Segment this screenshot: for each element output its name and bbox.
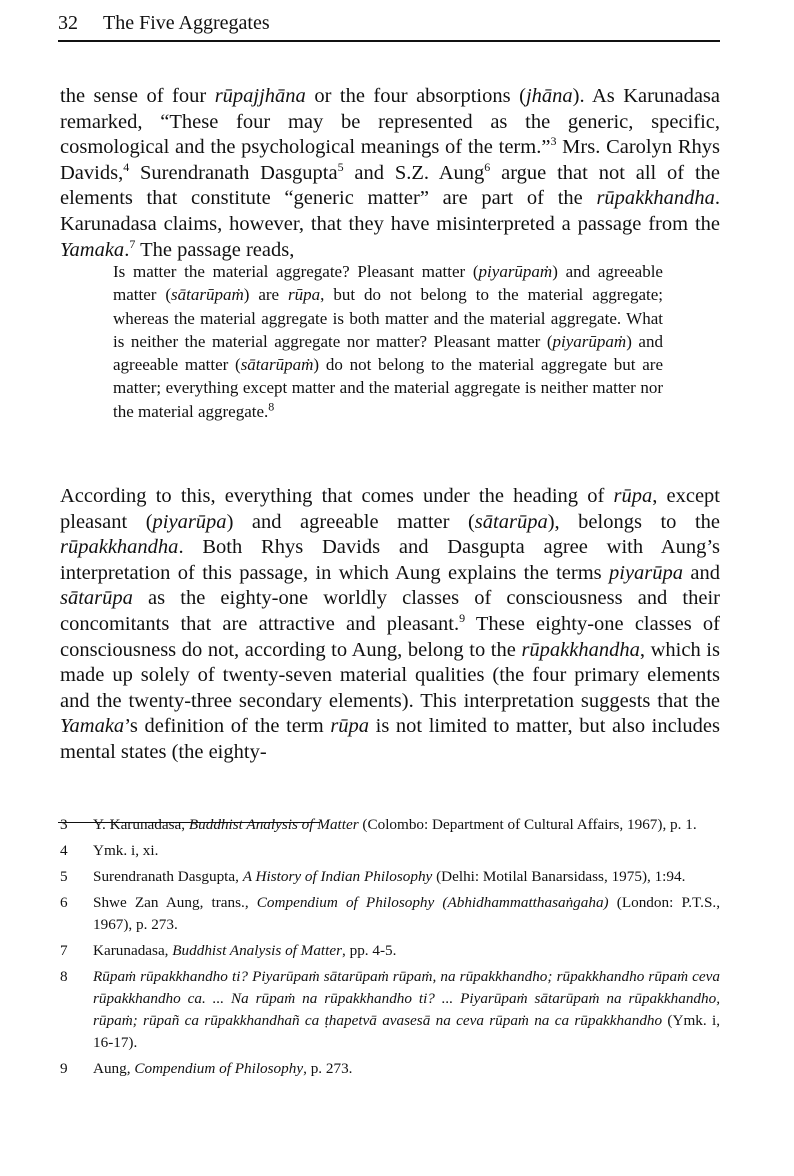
italic-term: rūpakkhandha [596, 187, 715, 210]
italic-term: Yamaka [60, 238, 125, 261]
text-run: . Karunadasa claims, however, that they have misinterpreted a passage from the [60, 187, 720, 235]
text-run: the sense of four [60, 85, 215, 107]
text-run: Aung, [93, 1060, 135, 1077]
footnote-4 [58, 840, 720, 862]
italic-term: piyarūpaṁ [478, 262, 553, 281]
text-run: and [683, 561, 720, 584]
text-run: (Delhi: Motilal Banarsidass, 1975), 1:94. [432, 868, 686, 885]
text-run: ), belongs to the [547, 510, 720, 533]
running-header [58, 10, 720, 42]
italic-term: sātarūpa [474, 510, 548, 533]
text-run: The passage reads, [135, 238, 295, 261]
text-run: Ymk. i, xi. [93, 842, 159, 859]
text-run: (London: P.T.S., 1967), p. 273. [93, 894, 720, 933]
text-run: . [124, 238, 130, 261]
text-run: Y. Karunadasa, [93, 816, 189, 833]
text-run: as the eighty-one worldly classes of consciousness and their concomitants that are attractive and pleasant. [60, 587, 720, 635]
text-run: ) and agreeable matter ( [226, 510, 475, 533]
italic-term: piyarūpa [152, 510, 227, 533]
footnote-ref[interactable]: 5 [337, 159, 344, 174]
italic-term: rūpa [288, 285, 321, 305]
footnote-number: 5 [60, 868, 68, 885]
text-run: These eighty-one classes of consciousness do not, according to Aung, belong to the [60, 612, 721, 661]
text-run: , but do not belong to the material aggregate; whereas the material aggregate is both matter and the material aggregate. What is neither the material aggregate nor matter? Pleasant matter ( [113, 285, 663, 351]
text-run: (Colombo: Department of Cultural Affairs, 1967), p. 1. [358, 816, 697, 833]
text-run: (Ymk. i, 16-17). [93, 1012, 720, 1051]
text-run: argue that not all of the elements that constitute “generic matter” are part of the [60, 161, 720, 210]
footnote-ref[interactable]: 3 [550, 134, 557, 149]
text-run: , which is made up solely of twenty-seven material qualities (the four primary elements and the twenty-three secondary elements). This interpretation suggests that the [60, 638, 720, 712]
italic-term: rūpakkhandha [521, 638, 640, 661]
page-number: 32 [58, 12, 78, 34]
block-quote [113, 260, 663, 423]
running-title: The Five Aggregates [103, 12, 270, 34]
footnote-5 [58, 866, 720, 888]
footnote-list [58, 814, 720, 1080]
footnote-8 [58, 966, 720, 1054]
text-run: and S.Z. Aung [343, 161, 485, 184]
italic-term: rūpa [613, 485, 653, 507]
text-run: Surendranath Dasgupta, [93, 868, 243, 885]
text-run: Karunadasa, [93, 942, 173, 959]
text-run: ) are [243, 285, 289, 305]
text-run: is not limited to matter, but also includes mental states (the eighty- [60, 715, 721, 763]
book-title: Buddhist Analysis of Matter [172, 942, 343, 959]
footnote-number: 4 [60, 842, 68, 859]
book-title: Buddhist Analysis of Matter [188, 816, 359, 833]
footnote-ref[interactable]: 9 [459, 611, 466, 626]
pali-text: Rūpaṁ rūpakkhandho ti? Piyarūpaṁ sātarūpaṁ rūpaṁ, na rūpakkhandho; rūpakkhandho rūpaṁ ceva rūpakkhandho ca. ... Na rūpaṁ na rūpakkhandho ti? ... Piyarūpaṁ sātarūpaṁ na rūpakkhandho, rūpaṁ; rūpañ ca rūpakkhandhañ ca ṭhapetvā avasesā na ceva rūpaṁ na ca rūpakkhandho [93, 968, 720, 1029]
body-paragraph-1 [60, 84, 720, 263]
italic-term: Yamaka [60, 715, 125, 738]
italic-term: rūpa [330, 715, 370, 738]
text-run: According to this, everything that comes under the heading of [60, 485, 614, 507]
text-run: , pp. 4-5. [342, 942, 397, 959]
text-run: ) and agreeable matter ( [113, 262, 663, 305]
italic-term: jhāna [525, 85, 573, 107]
footnote-number: 8 [60, 968, 68, 985]
footnote-7 [58, 940, 720, 962]
footnote-ref[interactable]: 7 [129, 236, 136, 251]
footnote-number: 7 [60, 942, 68, 959]
text-run: , except pleasant ( [60, 485, 720, 533]
text-run: ). As Karunadasa remarked, “These four may be represented as the generic, specific, cosmological and the psychological meanings of the term.” [60, 85, 720, 159]
text-run: or the four absorptions ( [305, 85, 526, 107]
book-title: A History of Indian Philosophy [242, 868, 433, 885]
footnote-ref[interactable]: 4 [123, 159, 130, 174]
text-run: Shwe Zan Aung, trans., [93, 894, 257, 911]
text-run: Is matter the material aggregate? Pleasant matter ( [113, 262, 479, 281]
text-run: ’s definition of the term [124, 715, 331, 738]
footnote-9 [58, 1058, 720, 1080]
text-run: Surendranath Dasgupta [129, 161, 338, 184]
text-run: Mrs. Carolyn Rhys Davids, [60, 136, 720, 184]
book-title: Compendium of Philosophy [134, 1060, 304, 1077]
italic-term: sātarūpaṁ [240, 355, 314, 375]
footnote-3 [58, 814, 720, 836]
footnote-6 [58, 892, 720, 936]
text-run: . Both Rhys Davids and Dasgupta agree with Aung’s interpretation of this passage, in which Aung explains the terms [60, 536, 720, 584]
italic-term: sātarūpa [60, 587, 133, 610]
footnote-ref[interactable]: 6 [484, 159, 491, 174]
text-run: ) do not belong to the material aggregate but are matter; everything except matter and the material aggregate is neither matter nor the material aggregate. [113, 355, 663, 421]
text-run: ) and agreeable matter ( [113, 331, 663, 375]
text-run: , p. 273. [303, 1060, 353, 1077]
italic-term: piyarūpa [609, 561, 684, 584]
italic-term: rūpajjhāna [214, 85, 306, 107]
footnote-number: 9 [60, 1060, 68, 1077]
italic-term: sātarūpaṁ [171, 285, 244, 305]
footnote-number: 3 [60, 816, 68, 833]
body-paragraph-2 [60, 484, 720, 766]
italic-term: piyarūpaṁ [552, 331, 627, 351]
footnote-ref[interactable]: 8 [268, 399, 275, 414]
book-title: Compendium of Philosophy (Abhidhammatthasaṅgaha) [256, 894, 609, 911]
footnote-number: 6 [60, 894, 68, 911]
italic-term: rūpakkhandha [60, 536, 179, 559]
